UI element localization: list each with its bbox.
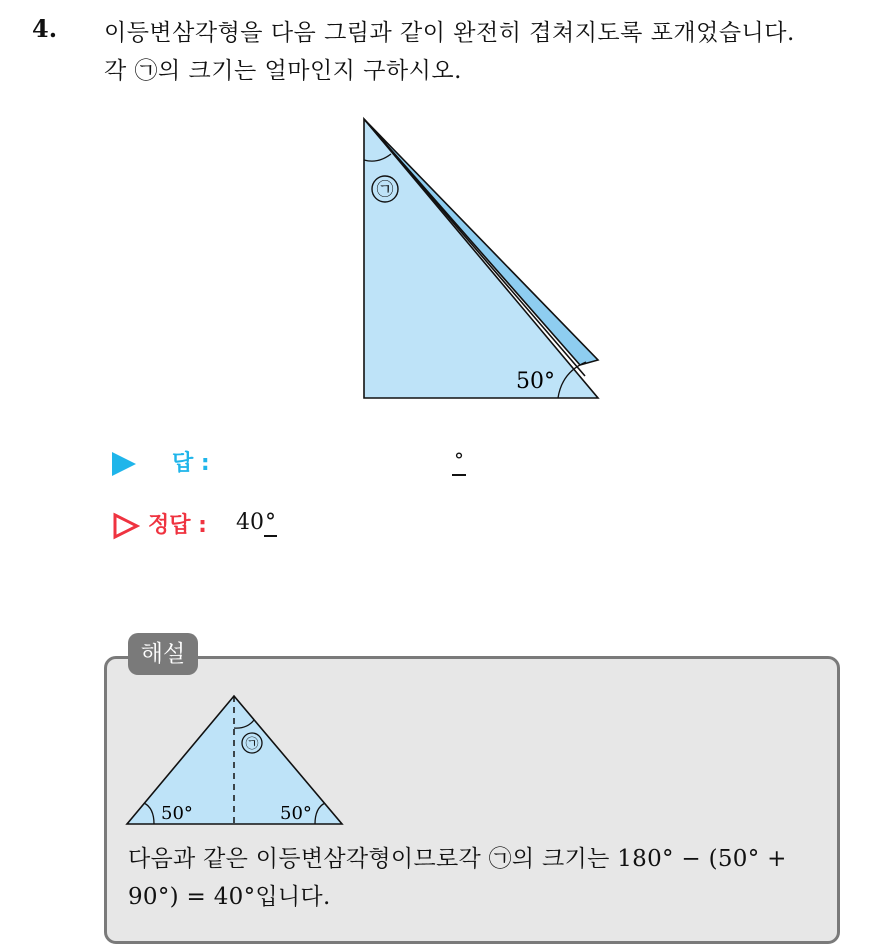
correct-outline-play-icon xyxy=(112,512,140,540)
answer-label: 답 : xyxy=(172,451,210,476)
question-text-line-2: 각 ㉠의 크기는 얼마인지 구하시오. xyxy=(104,58,462,84)
solution-tag: 해설 xyxy=(128,633,198,675)
right-angle-label: 50° xyxy=(280,803,312,824)
question-text-line-1: 이등변삼각형을 다음 그림과 같이 완전히 겹쳐지도록 포개었습니다. xyxy=(104,20,795,46)
solution-text-line-1: 다음과 같은 이등변삼각형이므로각 ㉠의 크기는 180° − (50° + xyxy=(128,846,787,872)
apex-marker-label: ㉠ xyxy=(245,737,259,752)
question-number: 4. xyxy=(32,14,58,43)
correct-answer-label: 정답 : xyxy=(148,513,207,538)
solution-text-line-2: 90°) = 40°입니다. xyxy=(128,884,331,910)
correct-answer-value xyxy=(236,510,277,535)
left-angle-label: 50° xyxy=(161,803,193,824)
angle-marker-label: ㉠ xyxy=(376,180,394,200)
given-angle-label: 50° xyxy=(516,369,555,394)
isosceles-triangle-figure xyxy=(116,690,356,835)
answer-input[interactable]: ° xyxy=(452,446,466,476)
answer-play-icon xyxy=(112,452,136,476)
folded-triangle-figure xyxy=(330,110,620,420)
correct-answer-number: 40 xyxy=(236,510,264,535)
correct-answer-unit: ° xyxy=(265,510,276,535)
